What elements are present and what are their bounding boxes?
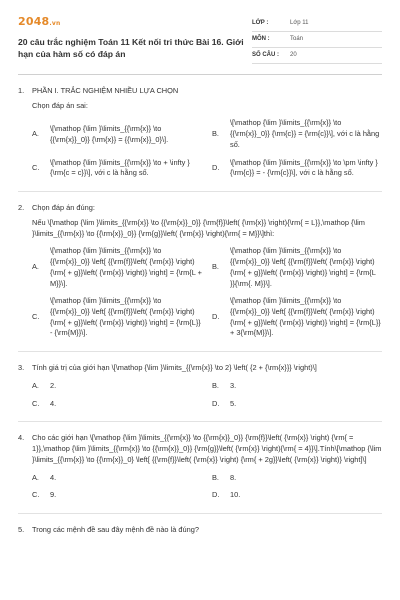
- site-logo[interactable]: [18, 14, 248, 30]
- meta-row-count: [252, 48, 382, 64]
- option-text: 2.: [50, 380, 57, 390]
- meta-row-class: [252, 16, 382, 32]
- option-text: \[\mathop {\lim }\limits_{{\rm{x}} \to \pm \infty } {\rm{c}} = - {\rm{c}}\], với c là hằng số.: [230, 157, 378, 178]
- header-left: [18, 14, 248, 64]
- header-divider: [18, 74, 382, 75]
- option-c[interactable]: [32, 296, 202, 339]
- option-b[interactable]: [212, 246, 382, 289]
- option-letter: B.: [212, 472, 219, 482]
- meta-value: Lớp 11: [290, 20, 309, 27]
- option-c[interactable]: [32, 490, 202, 501]
- option-letter: B.: [212, 380, 219, 390]
- question-prompt: Cho các giới hạn \[\mathop {\lim }\limits_{{\rm{x}} \to {{\rm{x}}_0}} {\rm{f}}\left( {\rm{x}} \right) {\rm{ = 1}},\mathop {\lim }\limits_{{\rm{x}} \to {{\rm{x}}_0}} {\rm{g}}\left( {\rm{x}} \right){\rm{ = 4}}\].Tính\[\mathop {\lim }\limits_{{\rm{x}} \to {{\rm{x}}_0} \left[ {{\rm{f}}\left( {\rm{x}} \right) {\rm{ + 2g}}\left( {\rm{x}} \right)} \right]\]: [32, 433, 382, 464]
- question-number: 2.: [18, 203, 25, 213]
- question-divider: [18, 191, 382, 192]
- option-letter: D.: [212, 312, 220, 322]
- option-letter: C.: [32, 163, 40, 173]
- question-number: 4.: [18, 433, 25, 443]
- option-d[interactable]: [212, 296, 382, 339]
- option-letter: C.: [32, 490, 40, 500]
- section-heading: [18, 86, 382, 97]
- option-text: \[\mathop {\lim }\limits_{{\rm{x}} \to {{\rm{x}}_0}} \left[ {{\rm{f}}\left( {\rm{x}} \right){\rm{ + g}}\left( {\rm{x}} \right)} \right] = {\rm{L }}{\rm{. M}}\].: [230, 246, 376, 288]
- option-d[interactable]: [212, 490, 382, 501]
- question-4: [18, 433, 382, 501]
- answer-options: [32, 381, 382, 409]
- option-text: 5.: [230, 398, 237, 408]
- option-text: 10.: [230, 490, 241, 500]
- question-5: [18, 525, 382, 536]
- document-header: [18, 14, 382, 64]
- option-letter: D.: [212, 398, 220, 408]
- option-text: \[\mathop {\lim }\limits_{{\rm{x}} \to {{\rm{x}}_0}} {\rm{x}} = {{\rm{x}}_0}\].: [50, 123, 169, 144]
- meta-label: SỐ CÂU :: [252, 52, 279, 59]
- question-heading: [18, 525, 382, 536]
- question-divider: [18, 421, 382, 422]
- option-text: 3.: [230, 380, 237, 390]
- option-text: 8.: [230, 472, 237, 482]
- document-title: 20 câu trắc nghiệm Toán 11 Kết nối tri thức Bài 16. Giới hạn của hàm số có đáp án: [18, 36, 244, 59]
- logo-tld: .vn: [49, 20, 61, 27]
- option-letter: C.: [32, 312, 40, 322]
- option-letter: D.: [212, 163, 220, 173]
- question-prompt: Trong các mệnh đề sau đây mệnh đề nào là đúng?: [32, 525, 199, 535]
- question-3: [18, 363, 382, 409]
- option-letter: A.: [32, 472, 39, 482]
- question-heading: [18, 203, 382, 214]
- option-letter: B.: [212, 262, 219, 272]
- option-text: \[\mathop {\lim }\limits_{{\rm{x}} \to {{\rm{x}}_0}} \left[ {{\rm{f}}\left( {\rm{x}} \right){\rm{ + g}}\left( {\rm{x}} \right)} \right] = {\rm{L + M}}\].: [50, 246, 202, 288]
- question-divider: [18, 513, 382, 514]
- option-letter: C.: [32, 398, 40, 408]
- answer-options: [32, 246, 382, 339]
- question-divider: [18, 351, 382, 352]
- question-number: 3.: [18, 363, 25, 373]
- option-c[interactable]: [32, 399, 202, 410]
- question-number: 1.: [18, 86, 25, 95]
- question-prompt: Chọn đáp án sai:: [32, 100, 88, 110]
- meta-value: 20: [290, 52, 297, 59]
- option-text: \[\mathop {\lim }\limits_{{\rm{x}} \to {{\rm{x}}_0}} {\rm{c}} = {\rm{c}}\], với c là hằng số.: [230, 118, 380, 149]
- question-body: Nếu \[\mathop {\lim }\limits_{{\rm{x}} \to {{\rm{x}}_0}} {\rm{f}}\left( {\rm{x}} \right){\rm{ = L}},\mathop {\lim }\limits_{{\rm{x}} \to {{\rm{x}}_0}} {\rm{g}}\left( {\rm{x}} \right){\rm{ = M}}\]thì:: [32, 217, 365, 238]
- question-1: [18, 86, 382, 179]
- meta-row-subject: [252, 32, 382, 48]
- logo-main: 2048: [18, 15, 50, 28]
- option-a[interactable]: [32, 118, 202, 150]
- option-letter: D.: [212, 490, 220, 500]
- option-d[interactable]: [212, 399, 382, 410]
- option-letter: A.: [32, 129, 39, 139]
- answer-options: [32, 118, 382, 179]
- document-meta: [252, 16, 382, 64]
- meta-label: MÔN :: [252, 36, 270, 43]
- option-text: \[\mathop {\lim }\limits_{{\rm{x}} \to + \infty } {\rm{c = c}}\], với c là hằng số.: [50, 157, 190, 178]
- option-text: \[\mathop {\lim }\limits_{{\rm{x}} \to {{\rm{x}}_0}} \left[ {{\rm{f}}\left( {\rm{x}} \right){\rm{ + g}}\left( {\rm{x}} \right)} \right] = {\rm{L}} - {\rm{M}}\].: [50, 296, 201, 338]
- question-2: [18, 203, 382, 339]
- option-letter: B.: [212, 129, 219, 139]
- section-title: PHẦN I. TRẮC NGHIỆM NHIỀU LỰA CHỌN: [32, 86, 179, 95]
- option-a[interactable]: [32, 473, 202, 484]
- option-letter: A.: [32, 380, 39, 390]
- option-text: 9.: [50, 490, 57, 500]
- option-a[interactable]: [32, 246, 202, 289]
- question-prompt: Tính giá trị của giới hạn \[\mathop {\lim }\limits_{{\rm{x}} \to 2} \left( {2 + {\rm{x}}} \right)\]: [32, 363, 317, 373]
- option-c[interactable]: [32, 158, 202, 179]
- option-b[interactable]: [212, 118, 382, 150]
- option-text: \[\mathop {\lim }\limits_{{\rm{x}} \to {{\rm{x}}_0}} \left[ {{\rm{f}}\left( {\rm{x}} \right){\rm{ + g}}\left( {\rm{x}} \right)} \right] = {\rm{L}} + 3{\rm{M}}\].: [230, 296, 381, 338]
- question-number: 5.: [18, 525, 25, 535]
- option-text: 4.: [50, 398, 57, 408]
- meta-value: Toán: [290, 36, 304, 43]
- option-text: 4.: [50, 472, 57, 482]
- option-a[interactable]: [32, 381, 202, 392]
- option-b[interactable]: [212, 381, 382, 392]
- question-heading: [18, 433, 382, 465]
- question-prompt: Chọn đáp án đúng:: [32, 203, 95, 213]
- meta-label: LỚP :: [252, 20, 269, 27]
- option-letter: A.: [32, 262, 39, 272]
- question-heading: [18, 363, 382, 374]
- answer-options: [32, 473, 382, 501]
- option-d[interactable]: [212, 158, 382, 179]
- option-b[interactable]: [212, 473, 382, 484]
